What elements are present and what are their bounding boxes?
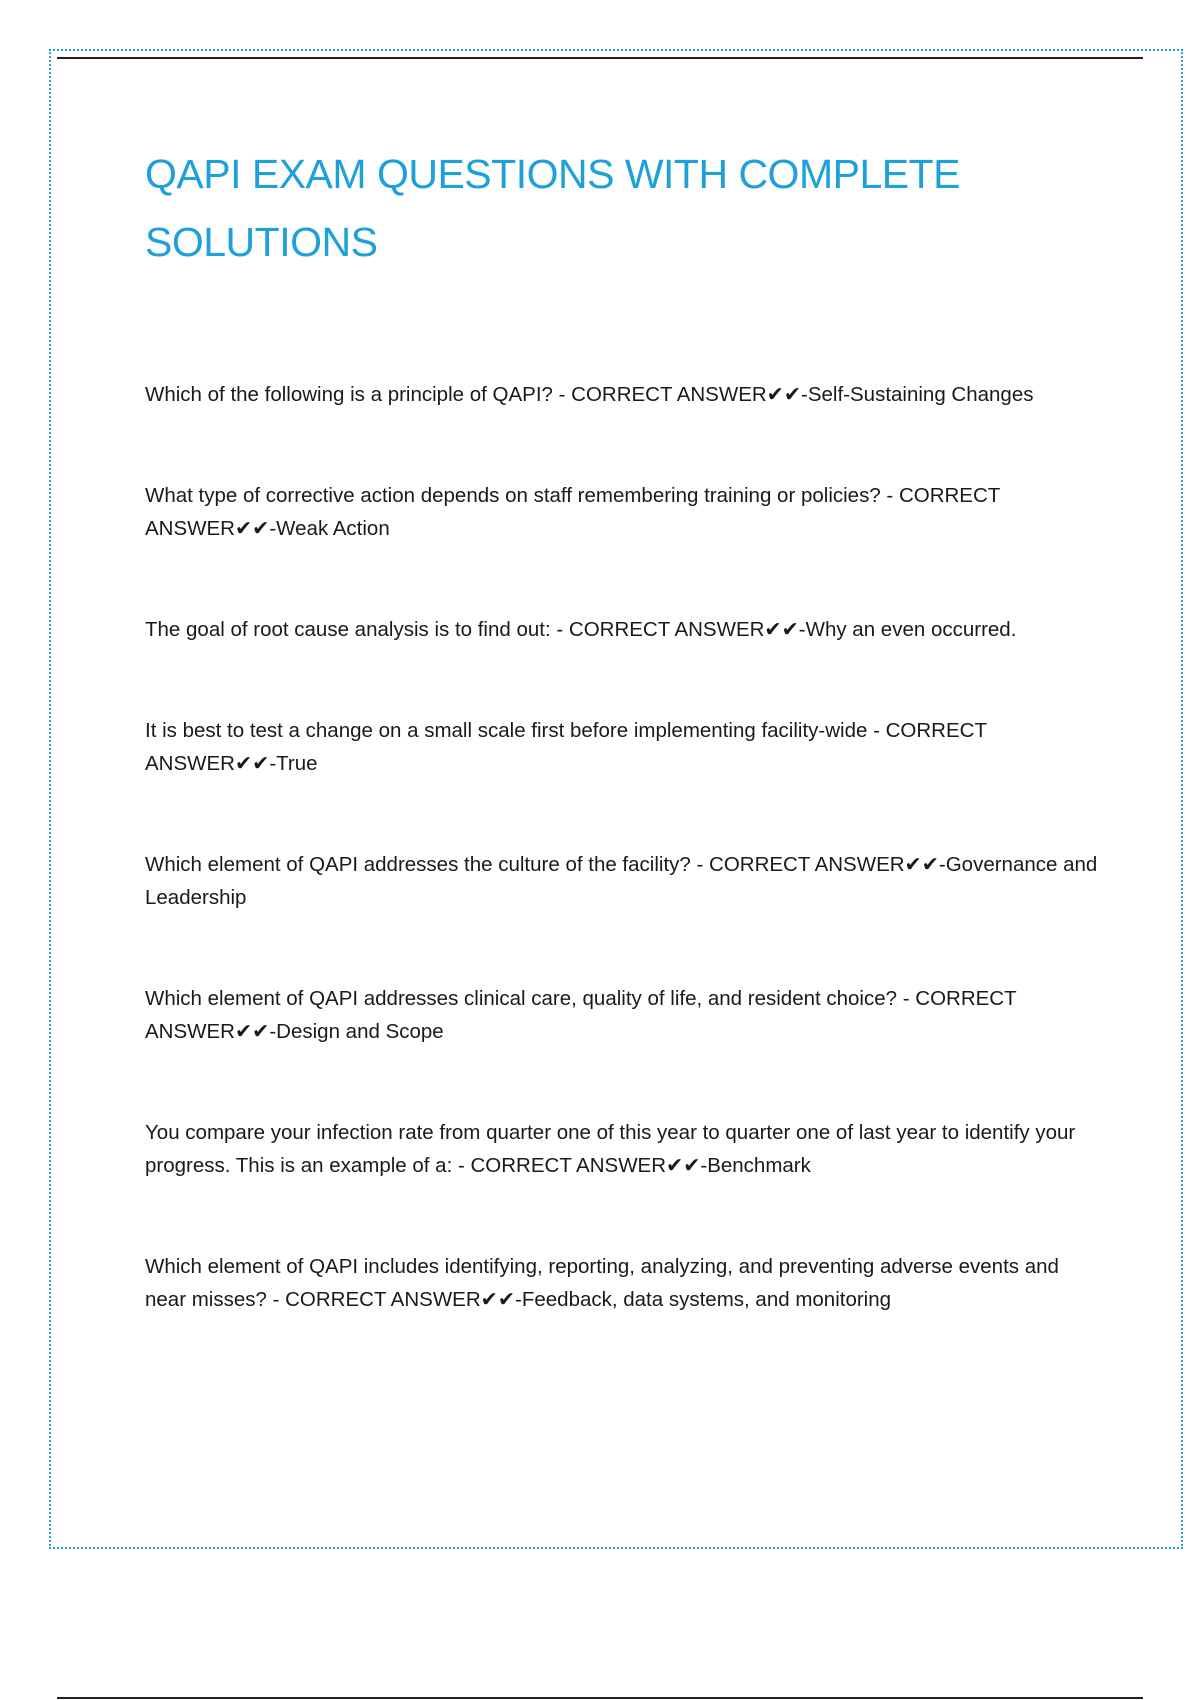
question-item-5: Which element of QAPI addresses the culture of the facility? - CORRECT ANSWER✔✔-Governance and Leadership [145, 853, 1104, 909]
question-item-3: The goal of root cause analysis is to find out: - CORRECT ANSWER✔✔-Why an even occurred. [145, 618, 1017, 641]
question-item-4: It is best to test a change on a small scale first before implementing facility-wide - CORRECT ANSWER✔✔-True [145, 719, 992, 775]
top-divider [57, 57, 1143, 59]
question-item-8: Which element of QAPI includes identifying, reporting, analyzing, and preventing adverse events and near misses? - CORRECT ANSWER✔✔-Feedback, data systems, and monitoring [145, 1255, 1065, 1311]
question-item-7: You compare your infection rate from quarter one of this year to quarter one of last year to identify your progress. This is an example of a: - CORRECT ANSWER✔✔-Benchmark [145, 1121, 1081, 1177]
question-item-6: Which element of QAPI addresses clinical care, quality of life, and resident choice? - CORRECT ANSWER✔✔-Design and Scope [145, 987, 1021, 1043]
bottom-divider [57, 1697, 1143, 1699]
question-item-1: Which of the following is a principle of QAPI? - CORRECT ANSWER✔✔-Self-Sustaining Changes [145, 383, 1034, 406]
question-item-2: What type of corrective action depends on staff remembering training or policies? - CORRECT ANSWER✔✔-Weak Action [145, 484, 1005, 540]
question-list [145, 378, 1104, 1316]
document-title: QAPI EXAM QUESTIONS WITH COMPLETE SOLUTIONS [145, 151, 960, 265]
